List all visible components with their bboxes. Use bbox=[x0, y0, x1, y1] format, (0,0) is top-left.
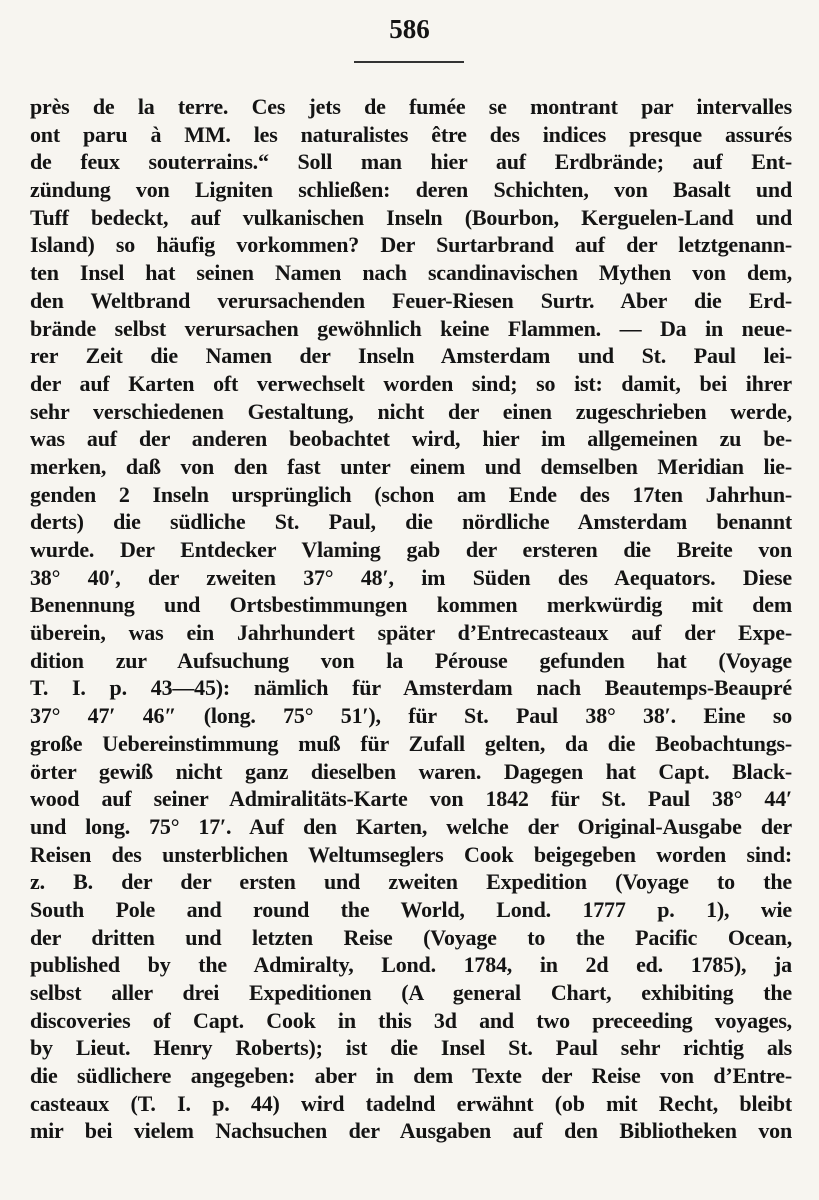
text-line: 38° 40′, der zweiten 37° 48′, im Süden des Aequators. Diese bbox=[30, 564, 792, 590]
text-line: Reisen des unsterblichen Weltumseglers Cook beigegeben worden sind: bbox=[30, 841, 792, 867]
text-line: genden 2 Inseln ursprünglich (schon am Ende des 17ten Jahrhun- bbox=[30, 481, 792, 507]
text-line: Benennung und Ortsbestimmungen kommen merkwürdig mit dem bbox=[30, 592, 792, 618]
text-line: T. I. p. 43—45): nämlich für Amsterdam nach Beautemps-Beaupré bbox=[30, 675, 792, 701]
text-line: derts) die südliche St. Paul, die nördliche Amsterdam benannt bbox=[30, 509, 792, 535]
text-line: und long. 75° 17′. Auf den Karten, welche der Original-Ausgabe der bbox=[30, 813, 792, 839]
text-line: die südlichere angegeben: aber in dem Texte der Reise von d’Entre- bbox=[30, 1063, 792, 1089]
text-line: den Weltbrand verursachenden Feuer-Riesen Surtr. Aber die Erd- bbox=[30, 287, 792, 313]
header-rule bbox=[354, 61, 464, 63]
page-number: 586 bbox=[389, 14, 430, 44]
text-line: dition zur Aufsuchung von la Pérouse gefunden hat (Voyage bbox=[30, 647, 792, 673]
text-line: wurde. Der Entdecker Vlaming gab der ersteren die Breite von bbox=[30, 537, 792, 562]
text-line: casteaux (T. I. p. 44) wird tadelnd erwähnt (ob mit Recht, bleibt bbox=[30, 1090, 792, 1116]
text-line: große Uebereinstimmung muß für Zufall gelten, da die Beobachtungs- bbox=[30, 730, 792, 756]
text-line: discoveries of Capt. Cook in this 3d and two preceeding voyages, bbox=[30, 1007, 792, 1033]
text-line: was auf der anderen beobachtet wird, hier im allgemeinen zu be- bbox=[30, 426, 792, 452]
text-line: der auf Karten oft verwechselt worden sind; so ist: damit, bei ihrer bbox=[30, 370, 792, 396]
text-line: 37° 47′ 46″ (long. 75° 51′), für St. Paul 38° 38′. Eine so bbox=[30, 703, 792, 729]
text-line: de feux souterrains.“ Soll man hier auf Erdbrände; auf Ent- bbox=[30, 149, 792, 175]
text-line: ont paru à MM. les naturalistes être des indices presque assurés bbox=[30, 121, 792, 147]
text-line: Tuff bedeckt, auf vulkanischen Inseln (Bourbon, Kerguelen-Land und bbox=[30, 204, 792, 230]
text-line: by Lieut. Henry Roberts); ist die Insel St. Paul sehr richtig als bbox=[30, 1035, 792, 1061]
text-line: überein, was ein Jahrhundert später d’Entrecasteaux auf der Expe- bbox=[30, 620, 792, 646]
text-line: rer Zeit die Namen der Inseln Amsterdam und St. Paul lei- bbox=[30, 343, 792, 369]
text-line: près de la terre. Ces jets de fumée se montrant par intervalles bbox=[30, 94, 792, 119]
text-line: wood auf seiner Admiralitäts-Karte von 1842 für St. Paul 38° 44′ bbox=[30, 786, 792, 812]
text-line: published by the Admiralty, Lond. 1784, in 2d ed. 1785), ja bbox=[30, 952, 792, 978]
text-line: sehr verschiedenen Gestaltung, nicht der einen zugeschrieben werde, bbox=[30, 398, 792, 424]
text-line: zündung von Ligniten schließen: deren Schichten, von Basalt und bbox=[30, 177, 792, 203]
text-line: ten Insel hat seinen Namen nach scandinavischen Mythen von dem, bbox=[30, 260, 792, 286]
text-line: Island) so häufig vorkommen? Der Surtarbrand auf der letztgenann- bbox=[30, 232, 792, 258]
text-line: örter gewiß nicht ganz dieselben waren. Dagegen hat Capt. Black- bbox=[30, 758, 792, 784]
text-line: z. B. der der ersten und zweiten Expedition (Voyage to the bbox=[30, 869, 792, 895]
text-line: der dritten und letzten Reise (Voyage to the Pacific Ocean, bbox=[30, 924, 792, 950]
text-line: South Pole and round the World, Lond. 1777 p. 1), wie bbox=[30, 896, 792, 922]
text-line: mir bei vielem Nachsuchen der Ausgaben auf den Bibliotheken von bbox=[30, 1118, 792, 1144]
body-text bbox=[30, 93, 792, 1145]
text-line: merken, daß von den fast unter einem und demselben Meridian lie- bbox=[30, 453, 792, 479]
text-line: selbst aller drei Expeditionen (A general Chart, exhibiting the bbox=[30, 980, 792, 1005]
text-line: brände selbst verursachen gewöhnlich keine Flammen. — Da in neue- bbox=[30, 315, 792, 341]
